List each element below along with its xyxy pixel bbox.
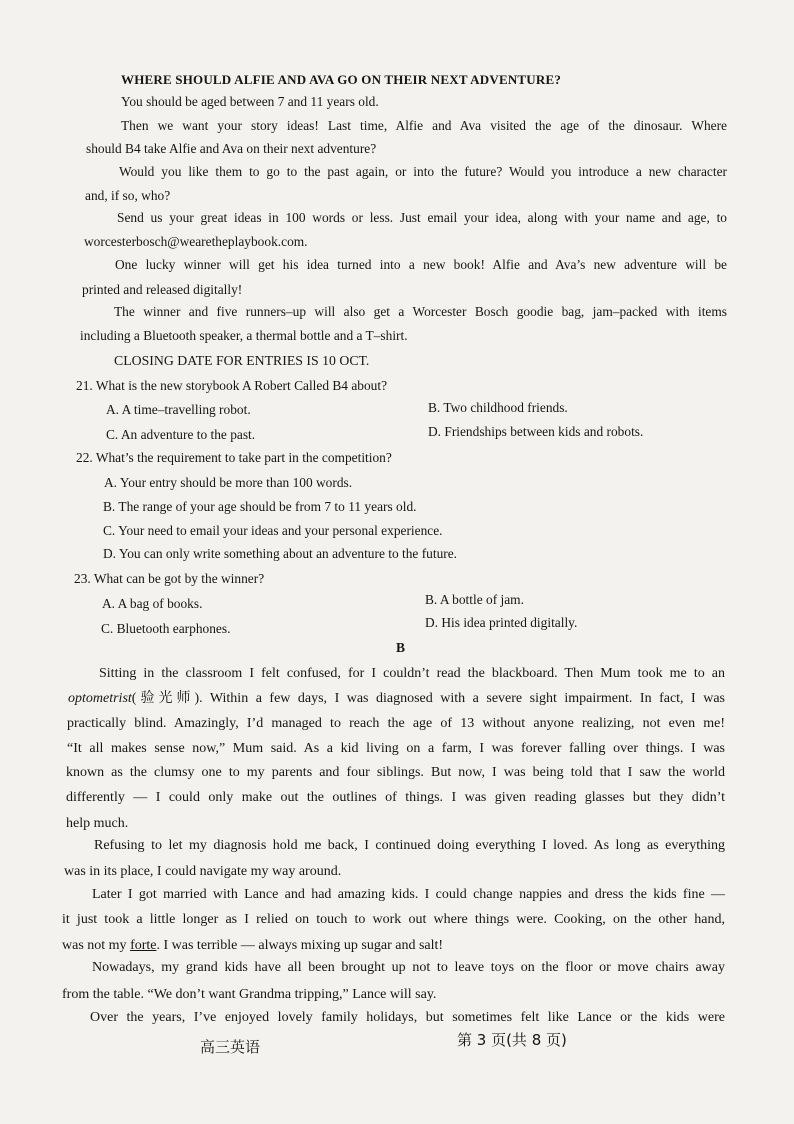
passage-term-forte: forte bbox=[130, 938, 157, 953]
passage-line: it just took a little longer as I relied on touch to work out where things were. Cooking, on the other hand, bbox=[62, 912, 725, 927]
passage-line bbox=[68, 689, 725, 708]
passage-line: “It all makes sense now,” Mum said. As a kid living on a farm, I was forever falling over things. I was bbox=[67, 741, 725, 756]
ad-title: WHERE SHOULD ALFIE AND AVA GO ON THEIR NEXT ADVENTURE? bbox=[121, 72, 562, 87]
passage-line: from the table. “We don’t want Grandma tripping,” Lance will say. bbox=[62, 987, 437, 1002]
passage-line-end: . I was terrible — always mixing up sugar and salt! bbox=[156, 938, 444, 953]
passage-line: Later I got married with Lance and had amazing kids. I could change nappies and dress the kids fine — bbox=[92, 887, 725, 902]
question-21-option-b: B. Two childhood friends. bbox=[428, 400, 568, 415]
section-b-label: B bbox=[396, 640, 406, 655]
ad-para-question-line2: and, if so, who? bbox=[85, 188, 171, 203]
ad-para-ideas-line2: should B4 take Alfie and Ava on their next adventure? bbox=[86, 141, 377, 156]
question-22-option-c: C. Your need to email your ideas and your personal experience. bbox=[103, 523, 443, 538]
passage-line: Nowadays, my grand kids have all been brought up not to leave toys on the floor or move chairs away bbox=[92, 960, 725, 975]
question-23-option-a: A. A bag of books. bbox=[102, 596, 203, 611]
question-22-option-b: B. The range of your age should be from 7 to 11 years old. bbox=[103, 499, 417, 514]
passage-line: help much. bbox=[66, 816, 129, 831]
ad-para-ideas-line1: Then we want your story ideas! Last time, Alfie and Ava visited the age of the dinosaur. Where bbox=[121, 118, 727, 133]
passage-line: Over the years, I’ve enjoyed lovely family holidays, but sometimes felt like Lance or the kids were bbox=[90, 1010, 725, 1025]
ad-para-question-line1: Would you like them to go to the past again, or into the future? Would you introduce a new character bbox=[119, 164, 727, 179]
ad-para-winner-line1: One lucky winner will get his idea turned into a new book! Alfie and Ava’s new adventure will be bbox=[115, 257, 727, 272]
question-22-option-d: D. You can only write something about an adventure to the future. bbox=[103, 546, 458, 561]
passage-line-rest: (验光师). Within a few days, I was diagnosed with a severe sight impairment. In fact, I was bbox=[131, 691, 725, 706]
question-22-stem: 22. What’s the requirement to take part in the competition? bbox=[76, 450, 392, 465]
passage-line: differently — I could only make out the outlines of things. I was given reading glasses but they didn’t bbox=[66, 790, 725, 805]
question-22-option-a: A. Your entry should be more than 100 words. bbox=[104, 475, 353, 490]
footer-page-number: 第 3 页(共 8 页) bbox=[457, 1031, 567, 1049]
passage-line: Refusing to let my diagnosis hold me back, I continued doing everything I loved. As long as everything bbox=[94, 838, 725, 853]
question-21-stem: 21. What is the new storybook A Robert Called B4 about? bbox=[76, 378, 388, 393]
ad-para-winner-line2: printed and released digitally! bbox=[82, 282, 243, 297]
passage-line: practically blind. Amazingly, I’d managed to reach the age of 13 without anyone realizing, not even me! bbox=[67, 716, 725, 731]
question-23-option-c: C. Bluetooth earphones. bbox=[101, 621, 231, 636]
question-23-stem: 23. What can be got by the winner? bbox=[74, 571, 265, 586]
footer-subject: 高三英语 bbox=[200, 1038, 261, 1056]
passage-line: was in its place, I could navigate my way around. bbox=[64, 864, 342, 879]
question-21-option-c: C. An adventure to the past. bbox=[106, 427, 256, 442]
passage-line-start: was not my bbox=[62, 938, 131, 953]
question-23-option-d: D. His idea printed digitally. bbox=[425, 615, 578, 630]
question-21-option-a: A. A time–travelling robot. bbox=[106, 402, 251, 417]
ad-para-age: You should be aged between 7 and 11 years old. bbox=[121, 94, 379, 109]
passage-line: Sitting in the classroom I felt confused, for I couldn’t read the blackboard. Then Mum took me to an bbox=[99, 666, 725, 681]
passage-line bbox=[62, 936, 443, 955]
ad-para-prizes-line2: including a Bluetooth speaker, a thermal bottle and a T–shirt. bbox=[80, 328, 408, 343]
passage-line: known as the clumsy one to my parents and four siblings. But now, I was being told that I saw the world bbox=[66, 765, 725, 780]
ad-para-send-line2: worcesterbosch@wearetheplaybook.com. bbox=[84, 234, 308, 249]
passage-term-optometrist: optometrist bbox=[68, 691, 132, 706]
ad-closing-date: CLOSING DATE FOR ENTRIES IS 10 OCT. bbox=[114, 353, 370, 368]
question-23-option-b: B. A bottle of jam. bbox=[425, 592, 524, 607]
question-21-option-d: D. Friendships between kids and robots. bbox=[428, 424, 644, 439]
ad-para-prizes-line1: The winner and five runners–up will also get a Worcester Bosch goodie bag, jam–packed with items bbox=[114, 304, 727, 319]
ad-para-send-line1: Send us your great ideas in 100 words or less. Just email your idea, along with your name and age, to bbox=[117, 210, 727, 225]
